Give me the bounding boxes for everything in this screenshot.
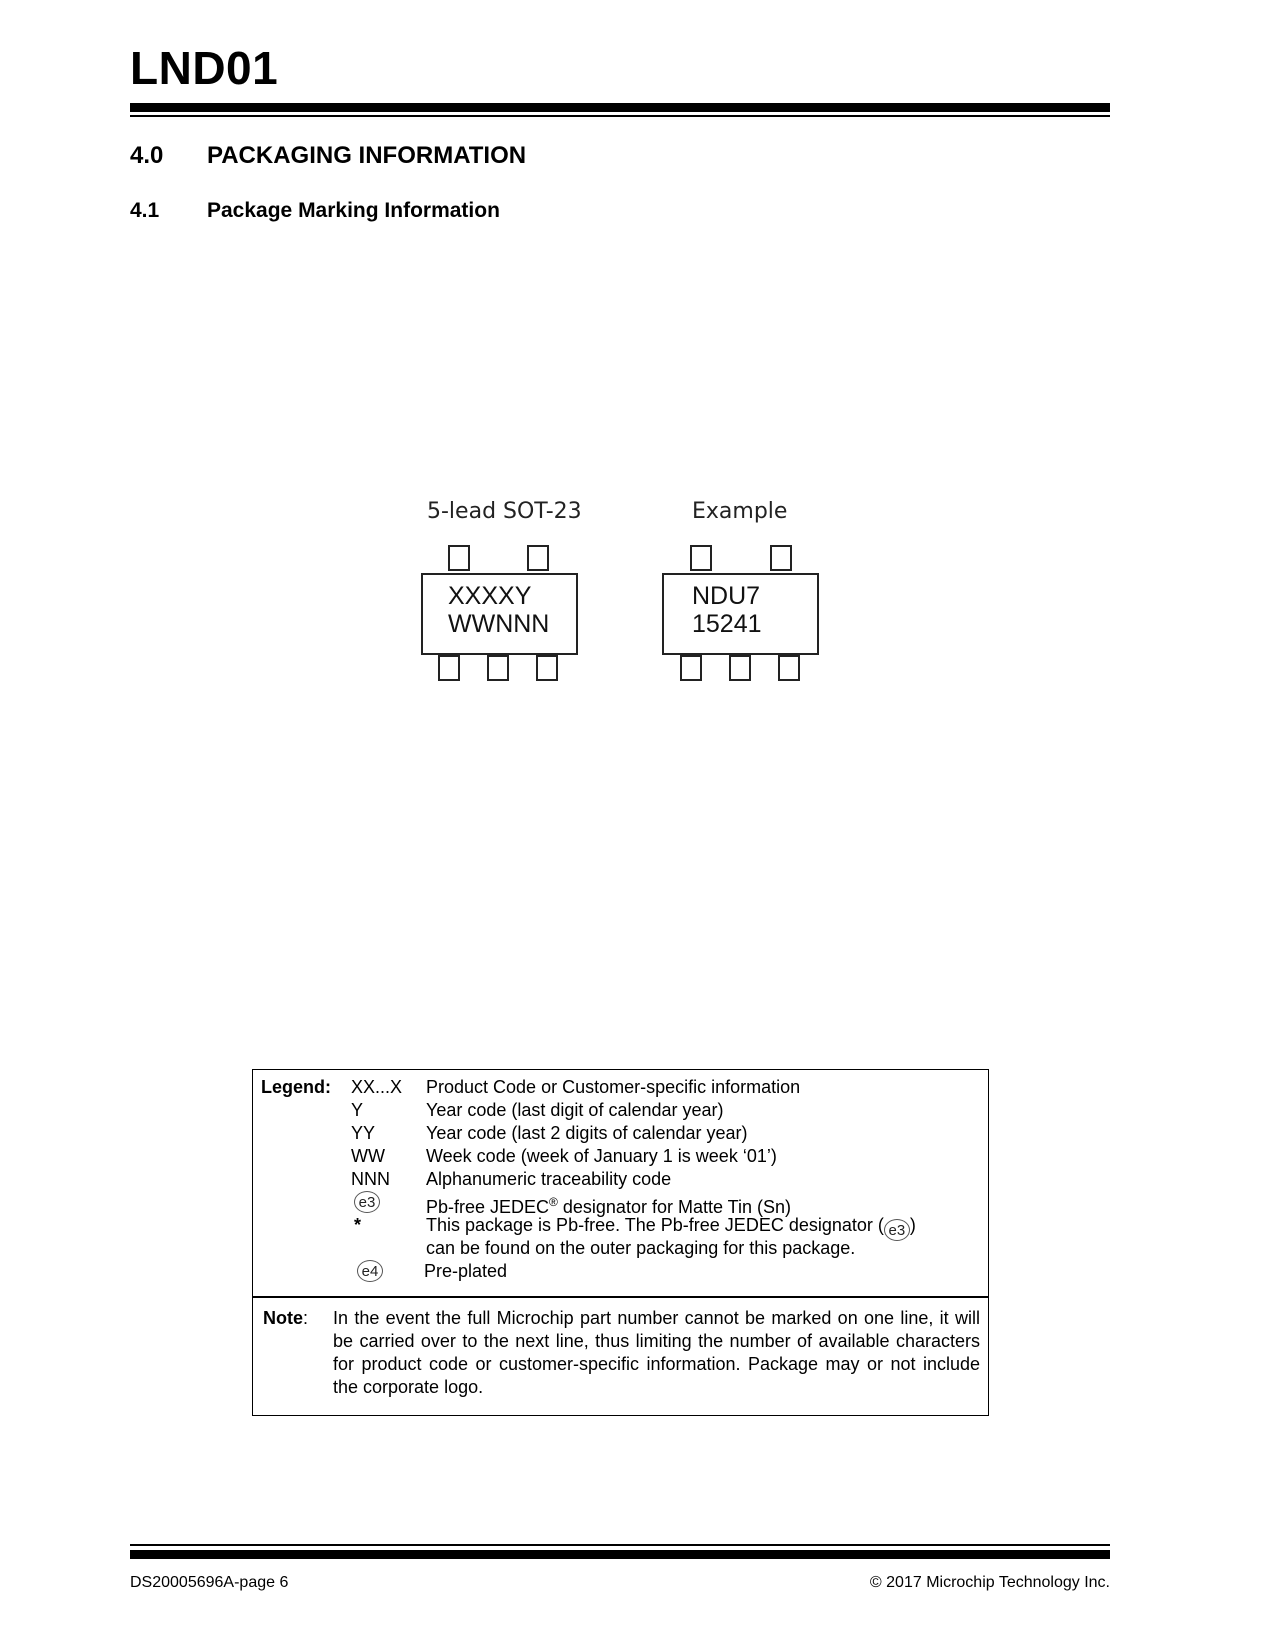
package-pin (438, 655, 460, 681)
package-type-label: 5-lead SOT-23 (427, 499, 582, 524)
example-marking-line-1: NDU7 (692, 582, 761, 610)
package-body (421, 573, 578, 655)
example-marking-line-2: 15241 (692, 610, 762, 638)
legend-desc: Week code (week of January 1 is week ‘01’) (426, 1146, 777, 1166)
package-pin (690, 545, 712, 571)
subsection-title: Package Marking Information (207, 199, 500, 222)
legend-label: Legend: (261, 1077, 331, 1097)
legend-code: WW (351, 1146, 385, 1166)
legend-code: XX...X (351, 1077, 403, 1097)
package-pin (729, 655, 751, 681)
e3-symbol-inline-icon: e3 (884, 1219, 910, 1241)
package-pin (448, 545, 470, 571)
document-title: LND01 (130, 42, 279, 94)
legend-desc-e4: Pre-plated (424, 1261, 508, 1281)
marking-line-2: WWNNN (448, 610, 550, 638)
star-desc-pre: This package is Pb-free. The Pb-free JEDEC designator ( (426, 1215, 884, 1235)
legend-divider (253, 1296, 988, 1298)
registered-mark: ® (549, 1195, 558, 1209)
section-number: 4.0 (130, 142, 164, 169)
star-desc-post: ) (909, 1215, 916, 1235)
footer-rule-thin (130, 1544, 1110, 1546)
legend-desc: Alphanumeric traceability code (426, 1169, 672, 1189)
e3-symbol-text: e3 (354, 1191, 380, 1213)
e3-desc-post: designator for Matte Tin (Sn) (557, 1197, 791, 1217)
legend-code: YY (351, 1123, 376, 1143)
legend-code: NNN (351, 1169, 390, 1189)
note-text: In the event the full Microchip part number cannot be marked on one line, it will be carried over to the next line, thus limiting the number of available characters for product code or customer-specific information. Package may or not include the corporate logo. (333, 1308, 980, 1397)
e4-symbol-icon (357, 1259, 383, 1282)
example-label: Example (692, 499, 788, 524)
package-pin (487, 655, 509, 681)
e4-symbol-text: e4 (357, 1260, 383, 1282)
package-pin (770, 545, 792, 571)
package-pin (778, 655, 800, 681)
footer-page-id: DS20005696A-page 6 (130, 1574, 289, 1591)
legend-desc-star-line2: can be found on the outer packaging for this package. (426, 1238, 856, 1258)
section-title: PACKAGING INFORMATION (207, 142, 527, 169)
footer-rule-thick (130, 1550, 1110, 1559)
package-pin (527, 545, 549, 571)
package-pin (680, 655, 702, 681)
note-colon: : (303, 1308, 309, 1328)
header-rule-thick (130, 103, 1110, 112)
legend-desc: Year code (last 2 digits of calendar year) (426, 1123, 748, 1143)
note-label (263, 1307, 308, 1330)
legend-code-star: * (354, 1215, 362, 1235)
e3-desc-pre: Pb-free JEDEC (426, 1197, 550, 1217)
subsection-number: 4.1 (130, 199, 160, 222)
legend-desc: Product Code or Customer-specific information (426, 1077, 801, 1097)
package-body (662, 573, 819, 655)
package-pin (536, 655, 558, 681)
footer-copyright: © 2017 Microchip Technology Inc. (869, 1574, 1110, 1591)
e3-symbol-icon (354, 1190, 380, 1213)
legend-box (252, 1069, 989, 1416)
legend-code: Y (351, 1100, 364, 1120)
header-rule-thin (130, 115, 1110, 117)
legend-desc: Year code (last digit of calendar year) (426, 1100, 724, 1120)
marking-line-1: XXXXY (448, 582, 532, 610)
note-label-text: Note (263, 1308, 303, 1328)
